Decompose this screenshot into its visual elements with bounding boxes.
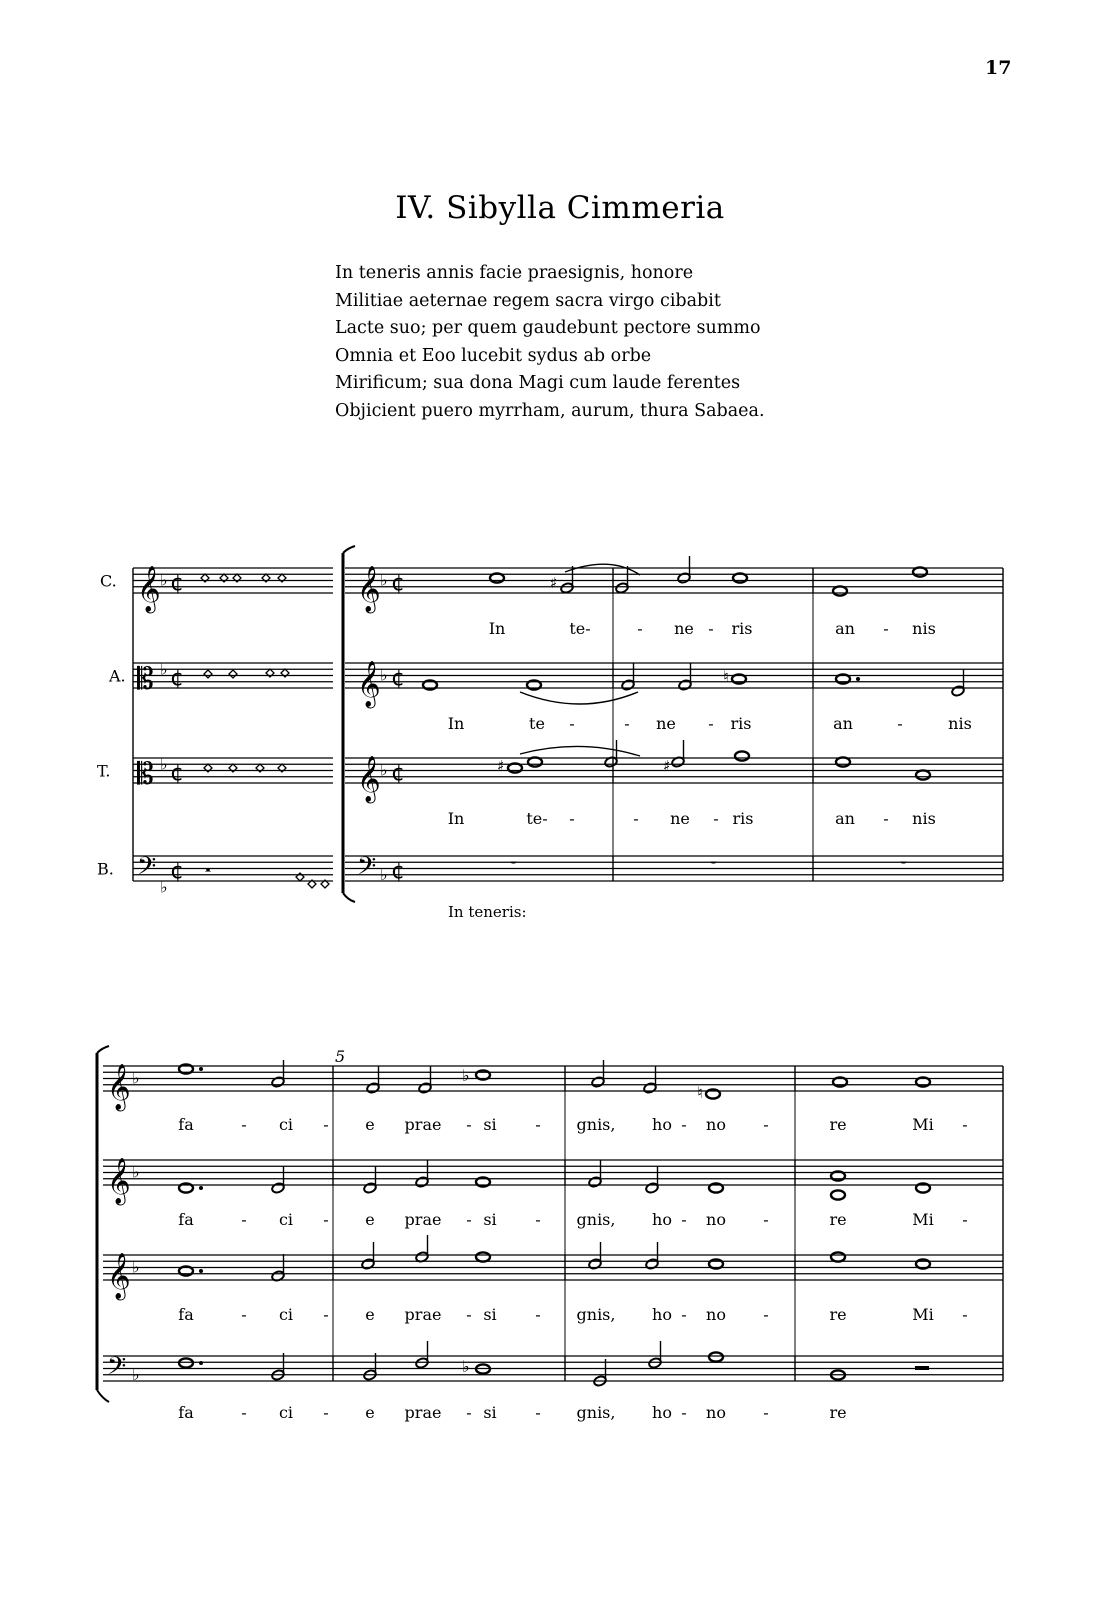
lyric-syllable: - [883, 809, 889, 828]
poem-line: Mirificum; sua dona Magi cum laude ferentes [335, 373, 741, 393]
lyric-syllable: ho [652, 1403, 672, 1422]
treble-clef-icon: 𝄞 [357, 566, 381, 612]
lyric-syllable: ne [670, 809, 690, 828]
voice-label: B. [97, 859, 114, 879]
lyric-syllable: - [323, 1210, 329, 1229]
lyric-syllable: no [706, 1210, 726, 1229]
lyric-syllable: ho [652, 1115, 672, 1134]
cut-time-icon: ¢ [391, 665, 405, 691]
lyric-syllable: ci [278, 1403, 294, 1422]
natural-icon: ♮ [697, 1083, 703, 1102]
lyric-syllable: - [535, 1115, 541, 1134]
treble-clef-icon: 𝄞 [107, 1253, 131, 1299]
whole-note-icon [836, 757, 850, 766]
lyric-syllable: - [569, 714, 575, 733]
whole-note-icon [476, 1252, 490, 1261]
lyric-syllable: - [763, 1305, 769, 1324]
lyric-syllable: no [706, 1403, 726, 1422]
lyric-syllable: si [483, 1210, 497, 1229]
whole-note-icon [913, 567, 927, 576]
lyric-syllable: nis [912, 809, 936, 828]
lyric-syllable: Mi [912, 1115, 934, 1134]
natural-icon: ♮ [723, 667, 729, 686]
lyric-syllable: ris [730, 714, 752, 733]
lyric-syllable: - [241, 1115, 247, 1134]
tie [520, 692, 638, 704]
lyric-syllable: - [681, 1115, 687, 1134]
lyric-syllable: no [706, 1305, 726, 1324]
lyric-syllable: an [835, 619, 855, 638]
lyric-syllable: ris [731, 619, 753, 638]
lyric-syllable: - [962, 1305, 968, 1324]
augmentation-dot [199, 1067, 203, 1071]
poem-line: Omnia et Eoo lucebit sydus ab orbe [335, 345, 652, 366]
lyric-syllable: - [708, 714, 714, 733]
bass-clef-icon: 𝄢 [107, 1351, 127, 1387]
sharp-icon: ♯ [497, 757, 505, 775]
tie [565, 564, 640, 575]
cut-time-icon: ¢ [170, 858, 184, 884]
lyric-syllable: - [535, 1403, 541, 1422]
lyric-syllable: gnis, [576, 1403, 616, 1422]
lyric-syllable: - [763, 1403, 769, 1422]
page-number: 17 [985, 57, 1012, 79]
lyric-syllable: - [962, 1210, 968, 1229]
lyric-syllable: - [466, 1305, 472, 1324]
lyric-syllable: re [829, 1403, 847, 1422]
lyric-syllable: prae [404, 1403, 442, 1422]
whole-note-icon [831, 1190, 845, 1199]
lyric-syllable: re [829, 1115, 847, 1134]
incipit-note [204, 670, 212, 678]
poem-line: Militiae aeternae regem sacra virgo cibabit [335, 290, 721, 311]
lyric-syllable: fa [178, 1305, 194, 1324]
lyric-syllable: - [535, 1305, 541, 1324]
treble-clef-icon: 𝄞 [357, 661, 381, 707]
lyric-syllable: gnis, [576, 1305, 616, 1324]
treble-clef-icon: 𝄞 [107, 1064, 131, 1110]
bass-clef-icon: 𝄢 [137, 851, 157, 887]
whole-note-icon [735, 751, 749, 760]
lyric-syllable: - [466, 1115, 472, 1134]
lyric-syllable: e [365, 1305, 375, 1324]
lyric-syllable: - [713, 809, 719, 828]
cut-time-icon: ¢ [391, 858, 405, 884]
rest-icon: 𝄻 [510, 856, 517, 877]
voice-label: T. [97, 761, 111, 781]
lyric-syllable: - [466, 1403, 472, 1422]
flat-icon: ♭ [160, 754, 168, 774]
poem-line: Lacte suo; per quem gaudebunt pectore summo [335, 318, 761, 338]
lyric-syllable: gnis, [576, 1210, 616, 1229]
lyric-syllable: gnis, [576, 1115, 616, 1134]
lyric-syllable: - [633, 809, 639, 828]
brace-icon [97, 1046, 109, 1053]
lyric-syllable: te- [569, 619, 591, 638]
lyric-syllable: - [569, 809, 575, 828]
augmentation-dot [199, 1361, 203, 1365]
flat-icon: ♭ [462, 1357, 470, 1376]
lyric-syllable: - [241, 1210, 247, 1229]
flat-icon: ♭ [380, 570, 388, 590]
flat-icon: ♭ [380, 864, 388, 884]
lyric-syllable: ho [652, 1305, 672, 1324]
lyric-syllable: In [447, 714, 465, 733]
lyric-syllable: - [883, 619, 889, 638]
incipit-caption: In teneris: [448, 903, 527, 921]
lyric-syllable: no [706, 1115, 726, 1134]
rest-icon: 𝄻 [710, 856, 717, 877]
lyric-syllable: ci [278, 1115, 294, 1134]
rest-icon: 𝄺 [205, 862, 212, 881]
flat-icon: ♭ [132, 1068, 140, 1088]
lyric-syllable: - [962, 1115, 968, 1134]
lyric-syllable: - [681, 1403, 687, 1422]
flat-icon: ♭ [380, 760, 388, 780]
lyric-syllable: re [829, 1210, 847, 1229]
lyric-syllable: - [681, 1305, 687, 1324]
lyric-syllable: - [466, 1210, 472, 1229]
augmentation-dot [856, 677, 860, 681]
flat-icon: ♭ [160, 659, 168, 679]
rest-icon: 𝄻 [900, 856, 907, 877]
whole-note-icon [179, 1358, 193, 1367]
lyric-syllable: - [241, 1403, 247, 1422]
rest-icon [915, 1366, 929, 1370]
lyric-syllable: - [323, 1403, 329, 1422]
whole-note-icon [709, 1352, 723, 1361]
whole-note-icon [831, 1252, 845, 1261]
lyric-syllable: - [241, 1305, 247, 1324]
lyric-syllable: ci [278, 1210, 294, 1229]
whole-note-icon [916, 770, 930, 779]
treble-clef-icon: 𝄞 [357, 756, 381, 802]
lyric-syllable: re [829, 1305, 847, 1324]
flat-icon: ♭ [380, 665, 388, 685]
alto-clef-icon: 𝄡 [137, 662, 154, 697]
brace-icon [343, 546, 355, 553]
lyric-syllable: ne [674, 619, 694, 638]
flat-icon: ♭ [132, 1162, 140, 1182]
poem-line: In teneris annis facie praesignis, honore [335, 263, 694, 283]
flat-icon: ♭ [132, 1257, 140, 1277]
lyric-syllable: - [681, 1210, 687, 1229]
cut-time-icon: ¢ [391, 760, 405, 786]
treble-clef-icon: 𝄞 [137, 566, 161, 612]
cut-time-icon: ¢ [170, 665, 184, 691]
lyric-syllable: fa [178, 1115, 194, 1134]
lyric-syllable: In [447, 809, 465, 828]
incipit-note [229, 670, 237, 678]
sharp-icon: ♯ [550, 574, 558, 592]
whole-note-icon [528, 757, 542, 766]
flat-icon: ♭ [132, 1364, 140, 1384]
lyric-syllable: si [483, 1305, 497, 1324]
lyric-syllable: - [763, 1115, 769, 1134]
tie [520, 746, 640, 756]
lyric-syllable: - [323, 1115, 329, 1134]
voice-label: C. [100, 571, 117, 591]
cut-time-icon: ¢ [170, 760, 184, 786]
lyric-syllable: fa [178, 1210, 194, 1229]
lyric-syllable: te [529, 714, 545, 733]
brace-icon [343, 893, 355, 902]
cut-time-icon: ¢ [391, 570, 405, 596]
sharp-icon: ♯ [663, 757, 671, 775]
lyric-syllable: - [897, 714, 903, 733]
lyric-syllable: Mi [912, 1305, 934, 1324]
brace-icon [97, 1390, 109, 1402]
lyric-syllable: ris [732, 809, 754, 828]
lyric-syllable: nis [912, 619, 936, 638]
flat-icon: ♭ [462, 1066, 470, 1085]
bass-clef-icon: 𝄢 [357, 851, 377, 887]
lyric-syllable: e [365, 1210, 375, 1229]
voice-label: A. [109, 666, 126, 686]
lyric-syllable: prae [404, 1115, 442, 1134]
lyric-syllable: si [483, 1403, 497, 1422]
lyric-syllable: ho [652, 1210, 672, 1229]
lyric-syllable: - [535, 1210, 541, 1229]
lyric-syllable: - [323, 1305, 329, 1324]
lyric-syllable: an [833, 714, 853, 733]
lyric-syllable: - [637, 619, 643, 638]
lyric-syllable: e [365, 1115, 375, 1134]
measure-number: 5 [335, 1047, 346, 1066]
tenor-clef-icon: 𝄡 [137, 757, 154, 792]
flat-icon: ♭ [160, 877, 168, 897]
treble-clef-icon: 𝄞 [107, 1158, 131, 1204]
lyric-syllable: In [488, 619, 506, 638]
flat-icon: ♭ [160, 570, 168, 590]
lyric-syllable: e [365, 1403, 375, 1422]
augmentation-dot [199, 1269, 203, 1273]
lyric-syllable: prae [404, 1210, 442, 1229]
lyric-syllable: an [835, 809, 855, 828]
lyric-syllable: fa [178, 1403, 194, 1422]
whole-note-icon [833, 586, 847, 595]
lyric-syllable: te- [526, 809, 548, 828]
lyric-syllable: ci [278, 1305, 294, 1324]
lyric-syllable: nis [948, 714, 972, 733]
lyric-syllable: - [763, 1210, 769, 1229]
lyric-syllable: Mi [912, 1210, 934, 1229]
poem-line: Objicient puero myrrham, aurum, thura Sabaea. [335, 400, 765, 421]
piece-title: IV. Sibylla Cimmeria [395, 190, 725, 226]
augmentation-dot [199, 1186, 203, 1190]
lyric-syllable: ne [656, 714, 676, 733]
cut-time-icon: ¢ [170, 570, 184, 596]
lyric-syllable: si [483, 1115, 497, 1134]
lyric-syllable: - [708, 619, 714, 638]
lyric-syllable: - [624, 714, 630, 733]
lyric-syllable: prae [404, 1305, 442, 1324]
